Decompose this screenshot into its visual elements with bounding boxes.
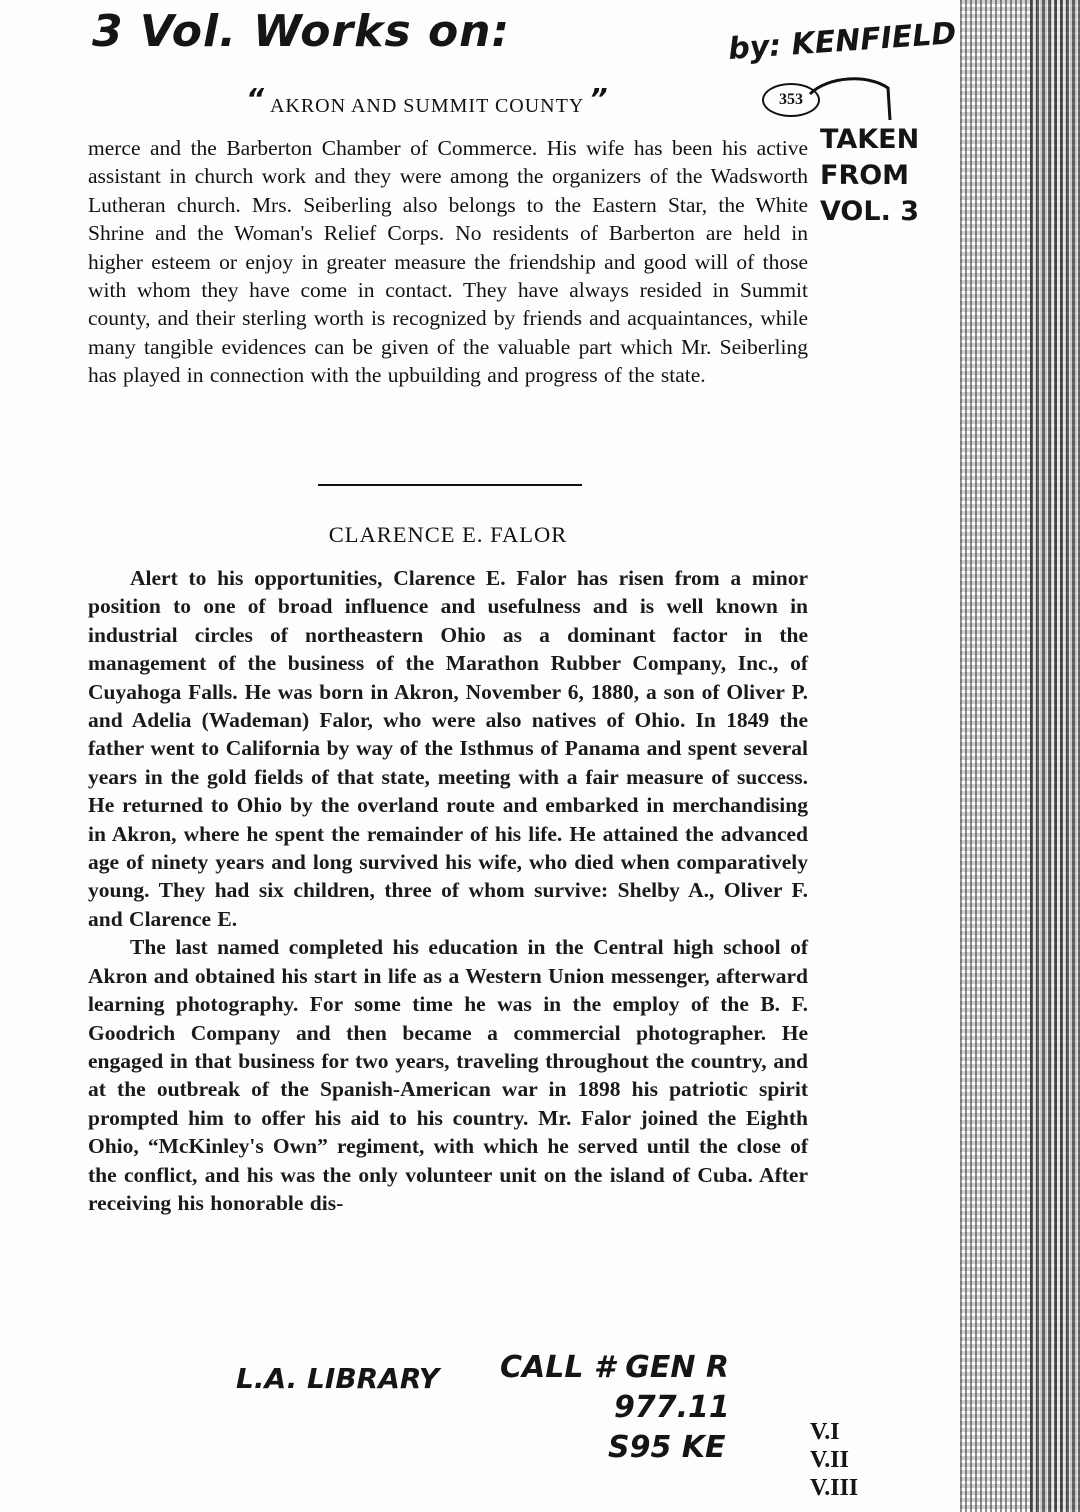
quote-mark-open: “ <box>246 82 266 115</box>
falor-biography <box>88 564 808 1217</box>
handwritten-library-note: L.A. LIBRARY <box>236 1362 440 1395</box>
previous-bio-continuation: merce and the Barberton Chamber of Commerce. His wife has been his active assistant in church work and they were among the organizers of the Wadsworth Lutheran church. Mrs. Seiberling also belongs to the Eastern Star, the White Shrine and the Woman's Relief Corps. No residents of Barberton are held in higher esteem or enjoy in greater measure the friendship and good will of those with whom they have come in contact. They have always resided in Summit county, and their sterling worth is recognized by friends and acquaintances, while many tangible evidences can be given of the valuable part which Mr. Seiberling has played in connection with the upbuilding and progress of the state. <box>88 136 808 388</box>
volume-1: V.I <box>810 1419 840 1445</box>
call-line-1: CALL # GEN R <box>500 1350 729 1385</box>
running-head <box>246 82 609 118</box>
paragraph: Alert to his opportunities, Clarence E. Falor has risen from a minor position to one of broad influence and usefulness and is well known in industrial circles of northeastern Ohio as a dominant factor in the management of the business of the Marathon Rubber Company, Inc., of Cuyahoga Falls. He was born in Akron, November 6, 1880, a son of Oliver P. and Adelia (Wademan) Falor, who were also natives of Ohio. In 1849 the father went to California by way of the Isthmus of Panama and spent several years in the gold fields of that state, meeting with a fair measure of success. He returned to Ohio by the overland route and embarked in merchandising in Akron, where he spent the remainder of his life. He attained the advanced age of ninety years and long survived his wife, who died when comparatively young. They had six children, three of whom survive: Shelby A., Oliver F. and Clarence E. <box>88 566 808 931</box>
running-head-text: AKRON AND SUMMIT COUNTY <box>269 95 584 117</box>
taken-line-3: VOL. 3 <box>820 196 920 227</box>
paragraph: The last named completed his education in the Central high school of Akron and obtained his start in life as a Western Union messenger, afterward learning photography. For some time he was in the employ of the B. F. Goodrich Company and then became a commercial photographer. He engaged in that business for two years, traveling throughout the country, and at the outbreak of the Spanish-American war in 1898 his patriotic spirit prompted him to offer his aid to his country. Mr. Falor joined the Eighth Ohio, “McKinley's Own” regiment, with which he served until the close of the conflict, and his was the only volunteer unit on the island of Cuba. After receiving his honorable dis- <box>88 935 808 1215</box>
call-line-2: 977.11 <box>614 1390 730 1425</box>
volume-3: V.III <box>810 1475 859 1501</box>
handwritten-author-note: by: KENFIELD <box>727 16 958 67</box>
taken-line-2: FROM <box>820 160 910 191</box>
handwritten-title-note: 3 Vol. Works on: <box>92 6 511 57</box>
page-number-circled: 353 <box>762 83 820 117</box>
taken-line-1: TAKEN <box>820 124 920 155</box>
scan-edge-noise-dark <box>1030 0 1080 1512</box>
section-divider <box>318 484 582 486</box>
handwritten-source-note <box>820 122 1000 230</box>
quote-mark-close: ” <box>589 82 609 115</box>
call-line-3: S95 KE <box>608 1430 726 1465</box>
volume-2: V.II <box>810 1447 849 1473</box>
section-heading: CLARENCE E. FALOR <box>328 522 568 547</box>
handwritten-volumes <box>810 1418 858 1502</box>
handwritten-call-number <box>500 1348 730 1468</box>
